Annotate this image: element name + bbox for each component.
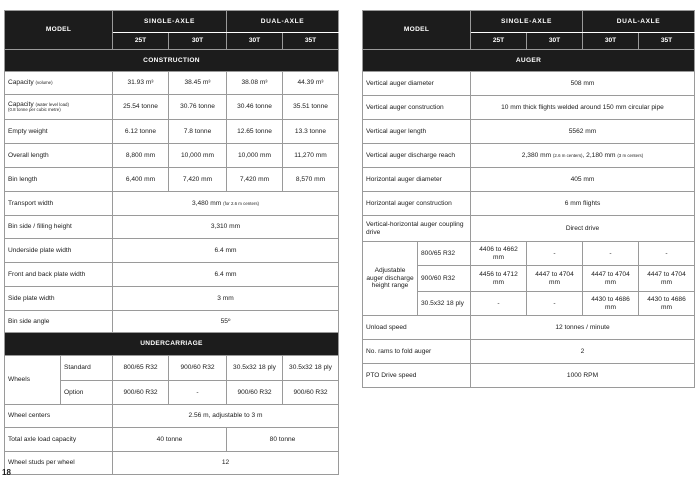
cell: 6.4 mm [113, 263, 339, 287]
cell: 31.93 m³ [113, 72, 169, 95]
size-header: 30T [227, 33, 283, 50]
table-row [5, 287, 339, 311]
row-label: Vertical auger discharge reach [363, 144, 471, 168]
page-number: 18 [2, 468, 11, 477]
table-row [5, 72, 339, 95]
table-row [363, 144, 695, 168]
cell: 900/60 R32 [169, 356, 227, 381]
row-label: Horizontal auger construction [363, 192, 471, 216]
cell: 12 [113, 452, 339, 475]
row-label: Capacity (volume) [5, 72, 113, 95]
cell: 6,400 mm [113, 168, 169, 192]
row-label: Bin side / filling height [5, 216, 113, 239]
dual-axle-header: DUAL-AXLE [227, 11, 339, 33]
cell: 5562 mm [471, 120, 695, 144]
size-header: 30T [583, 33, 639, 50]
cell: 6.12 tonne [113, 120, 169, 144]
cell: 2 [471, 340, 695, 364]
cell: 4430 to 4686 mm [583, 292, 639, 316]
row-label: Unload speed [363, 316, 471, 340]
size-header: 35T [283, 33, 339, 50]
cell: 900/60 R32 [227, 381, 283, 405]
table-row [363, 216, 695, 242]
cell: 3,480 mm (for 2.6 m centers) [113, 192, 339, 216]
cell: 30.5x32 18 ply [283, 356, 339, 381]
row-label: Wheel centers [5, 405, 113, 428]
cell: 35.51 tonne [283, 95, 339, 120]
row-label: Vertical auger length [363, 120, 471, 144]
table-row [363, 340, 695, 364]
table-row [5, 263, 339, 287]
cell: 405 mm [471, 168, 695, 192]
row-label: Wheel studs per wheel [5, 452, 113, 475]
size-header: 25T [113, 33, 169, 50]
row-label: Side plate width [5, 287, 113, 311]
cell: 800/65 R32 [113, 356, 169, 381]
table-row [5, 192, 339, 216]
table-row [363, 192, 695, 216]
cell: 12 tonnes / minute [471, 316, 695, 340]
cell: 55º [113, 311, 339, 333]
cell: 80 tonne [227, 428, 339, 452]
row-label: Total axle load capacity [5, 428, 113, 452]
cell: 13.3 tonne [283, 120, 339, 144]
cell: 38.45 m³ [169, 72, 227, 95]
size-header: 30T [527, 33, 583, 50]
cell: 4447 to 4704 mm [639, 266, 695, 292]
cell: - [527, 242, 583, 266]
row-label: Adjustable auger discharge height range [363, 242, 418, 316]
cell: 7,420 mm [169, 168, 227, 192]
cell: - [471, 292, 527, 316]
table-row [363, 120, 695, 144]
row-label: Underside plate width [5, 239, 113, 263]
cell: 4406 to 4662 mm [471, 242, 527, 266]
cell: 30.5x32 18 ply [227, 356, 283, 381]
row-label: Vertical-horizontal auger coupling drive [363, 216, 471, 242]
cell: 7,420 mm [227, 168, 283, 192]
table-row [5, 95, 339, 120]
cell: - [583, 242, 639, 266]
model-header: MODEL [5, 11, 113, 50]
row-label: Empty weight [5, 120, 113, 144]
table-row [5, 144, 339, 168]
cell: 11,270 mm [283, 144, 339, 168]
row-label: Capacity (water level load) (0.8 tonne per cubic metre) [5, 95, 113, 120]
row-sublabel: 900/60 R32 [418, 266, 471, 292]
dual-axle-header: DUAL-AXLE [583, 11, 695, 33]
row-label: Wheels [5, 356, 61, 405]
table-row [363, 242, 695, 266]
row-label: Front and back plate width [5, 263, 113, 287]
row-sublabel: 800/65 R32 [418, 242, 471, 266]
single-axle-header: SINGLE-AXLE [113, 11, 227, 33]
cell: 4447 to 4704 mm [583, 266, 639, 292]
cell: 40 tonne [113, 428, 227, 452]
cell: 3 mm [113, 287, 339, 311]
cell: 4456 to 4712 mm [471, 266, 527, 292]
table-row [363, 168, 695, 192]
table-row [5, 428, 339, 452]
construction-section-title: CONSTRUCTION [5, 50, 339, 72]
row-label: No. rams to fold auger [363, 340, 471, 364]
row-label: PTO Drive speed [363, 364, 471, 388]
table-row [5, 405, 339, 428]
table-row [363, 316, 695, 340]
cell: 3,310 mm [113, 216, 339, 239]
cell: 30.46 tonne [227, 95, 283, 120]
row-label: Vertical auger diameter [363, 72, 471, 96]
table-row [363, 96, 695, 120]
cell: 8,800 mm [113, 144, 169, 168]
size-header: 30T [169, 33, 227, 50]
cell: 8,570 mm [283, 168, 339, 192]
row-label: Overall length [5, 144, 113, 168]
cell: 1000 RPM [471, 364, 695, 388]
auger-table [362, 10, 695, 388]
table-row [5, 239, 339, 263]
row-label: Bin length [5, 168, 113, 192]
cell: 30.76 tonne [169, 95, 227, 120]
table-row [5, 216, 339, 239]
cell: 12.65 tonne [227, 120, 283, 144]
table-row [363, 72, 695, 96]
cell: 10,000 mm [227, 144, 283, 168]
cell: 7.8 tonne [169, 120, 227, 144]
cell: - [169, 381, 227, 405]
cell: 25.54 tonne [113, 95, 169, 120]
single-axle-header: SINGLE-AXLE [471, 11, 583, 33]
cell: 10,000 mm [169, 144, 227, 168]
size-header: 35T [639, 33, 695, 50]
row-sublabel: Standard [61, 356, 113, 381]
construction-undercarriage-table [4, 10, 339, 475]
cell: 508 mm [471, 72, 695, 96]
cell: 38.08 m³ [227, 72, 283, 95]
cell: - [639, 242, 695, 266]
table-row [5, 168, 339, 192]
cell: 10 mm thick flights welded around 150 mm circular pipe [471, 96, 695, 120]
row-label: Bin side angle [5, 311, 113, 333]
row-label: Transport width [5, 192, 113, 216]
row-sublabel: Option [61, 381, 113, 405]
cell: 2.56 m, adjustable to 3 m [113, 405, 339, 428]
cell: 6 mm flights [471, 192, 695, 216]
auger-section-title: AUGER [363, 50, 695, 72]
table-row [5, 452, 339, 475]
model-header: MODEL [363, 11, 471, 50]
cell: 2,380 mm (2.6 m centers), 2,180 mm (3 m centers) [471, 144, 695, 168]
cell: - [527, 292, 583, 316]
row-label: Vertical auger construction [363, 96, 471, 120]
cell: Direct drive [471, 216, 695, 242]
row-label: Horizontal auger diameter [363, 168, 471, 192]
cell: 4447 to 4704 mm [527, 266, 583, 292]
table-row [5, 356, 339, 381]
cell: 44.39 m³ [283, 72, 339, 95]
cell: 4430 to 4686 mm [639, 292, 695, 316]
row-sublabel: 30.5x32 18 ply [418, 292, 471, 316]
size-header: 25T [471, 33, 527, 50]
cell: 900/60 R32 [283, 381, 339, 405]
table-row [363, 364, 695, 388]
cell: 900/60 R32 [113, 381, 169, 405]
table-row [5, 311, 339, 333]
cell: 6.4 mm [113, 239, 339, 263]
table-row [5, 120, 339, 144]
undercarriage-section-title: UNDERCARRIAGE [5, 333, 339, 356]
